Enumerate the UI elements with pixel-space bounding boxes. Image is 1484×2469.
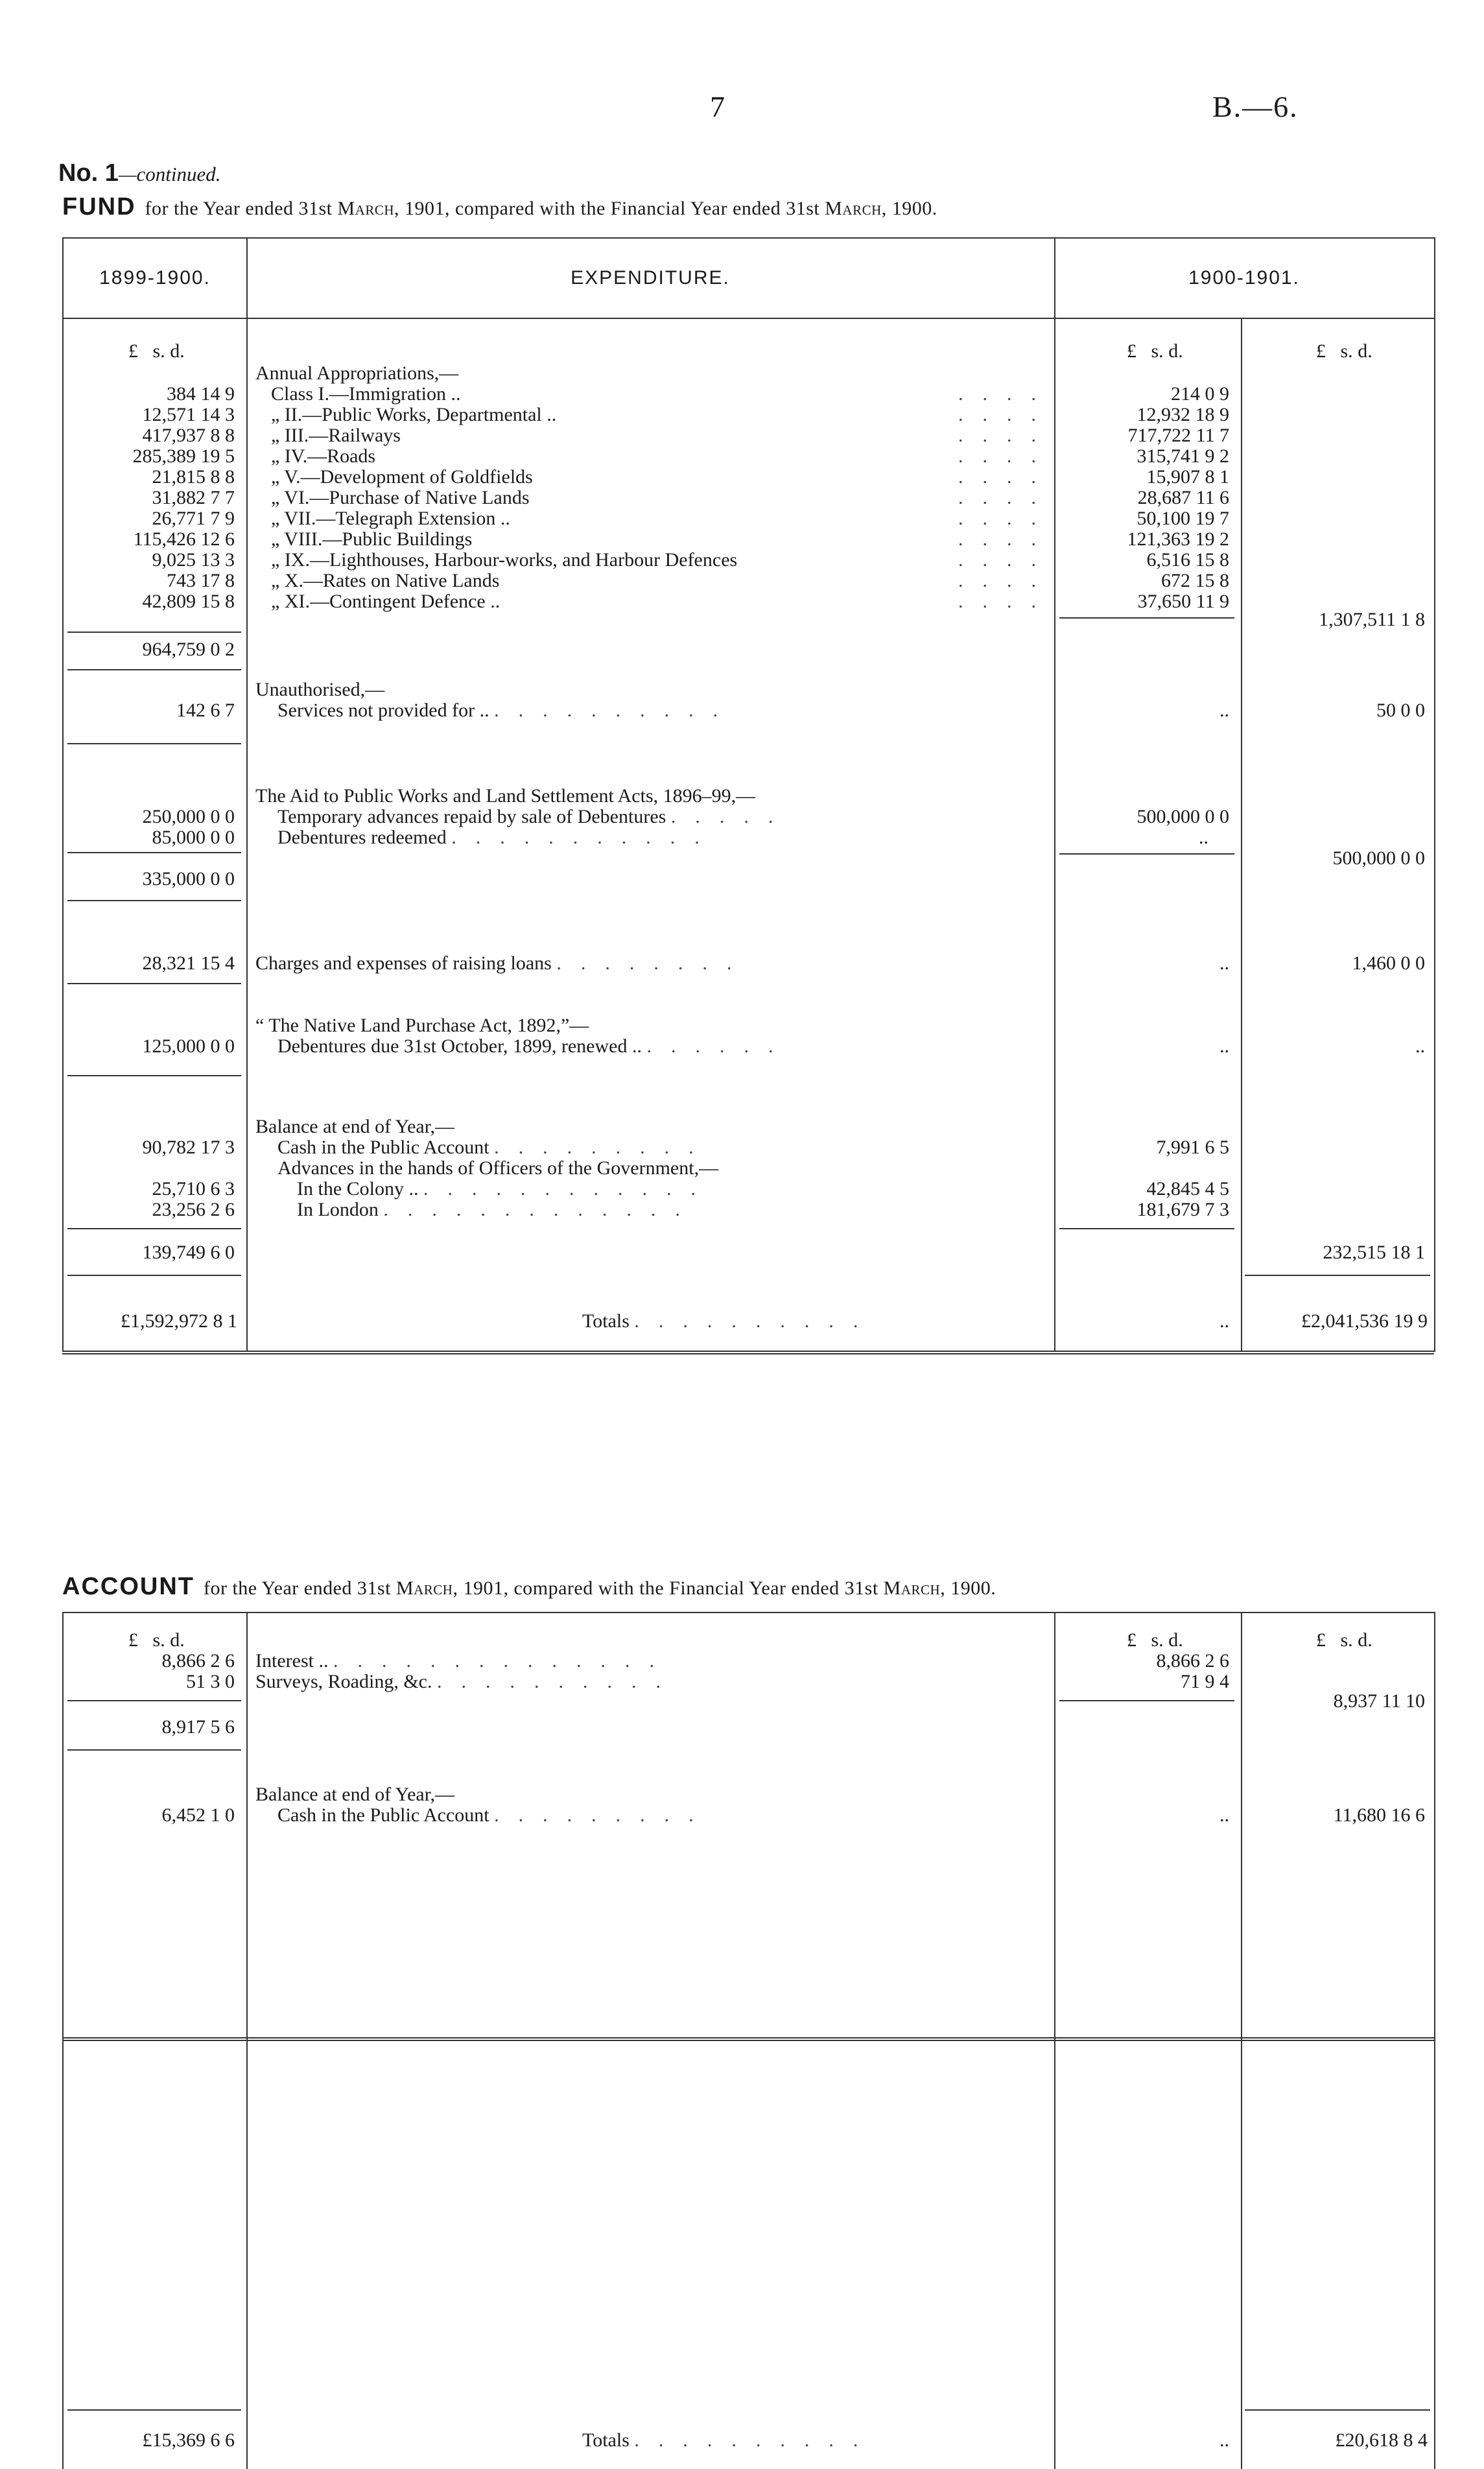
annual-row-label: „ II.—Public Works, Departmental .. [271, 404, 557, 425]
balance-london-prev: 23,256 2 6 [152, 1199, 235, 1220]
subtotal-rule [67, 1700, 241, 1701]
aid-row1-curr: 500,000 0 0 [1137, 806, 1229, 827]
unauth-curr-mid: .. [1219, 700, 1229, 721]
section-rule [67, 1749, 241, 1751]
currency-header-total: £ s. d. [1316, 340, 1372, 362]
annual-row-curr: 37,650 11 9 [1137, 591, 1229, 612]
annual-row-prev: 42,809 15 8 [142, 591, 235, 612]
annual-row-curr: 6,516 15 8 [1146, 549, 1229, 571]
annual-row-label: „ XI.—Contingent Defence .. [271, 591, 501, 612]
column-divider [1241, 318, 1242, 1351]
annual-row-prev: 26,771 7 9 [152, 508, 235, 529]
account-totals-prev: £15,369 6 6 [142, 2429, 235, 2451]
balance-total-curr: 232,515 18 1 [1323, 1242, 1425, 1263]
series-code: B.—6. [1212, 90, 1299, 123]
charges-prev: 28,321 15 4 [142, 952, 235, 974]
leader-dots: .... [958, 466, 1055, 488]
section-rule [67, 1075, 241, 1076]
leader-dots: .... [958, 591, 1055, 612]
currency-header-prev: £ s. d. [128, 1629, 185, 1651]
continuation-heading [58, 159, 220, 187]
aid-total-curr: 500,000 0 0 [1332, 847, 1425, 869]
unauth-heading: Unauthorised,— [255, 679, 385, 700]
section-rule [67, 2409, 241, 2411]
balance-total-prev: 139,749 6 0 [142, 1242, 235, 1263]
account-subtotal-prev: 8,917 5 6 [161, 1716, 235, 1738]
annual-row-curr: 717,722 11 7 [1127, 425, 1229, 446]
leader-dots: .... [958, 383, 1055, 405]
account-totals-mid: .. [1219, 2429, 1229, 2451]
leader-dots: .... [958, 445, 1055, 467]
native-mid: .. [1219, 1035, 1229, 1057]
fund-title-word: FUND [62, 193, 136, 220]
section-rule [1245, 1275, 1430, 1276]
annual-row-prev: 285,389 19 5 [132, 445, 235, 467]
balance-adv-label: Advances in the hands of Officers of the Government,— [277, 1157, 719, 1179]
aid-heading: The Aid to Public Works and Land Settlement Acts, 1896–99,— [255, 785, 756, 807]
interest-curr: 8,866 2 6 [1156, 1650, 1229, 1672]
annual-row-label: Class I.—Immigration .. [271, 383, 461, 405]
annual-total-prev: 964,759 0 2 [142, 639, 235, 660]
unauth-curr: 50 0 0 [1376, 700, 1425, 721]
balance-cash-prev: 90,782 17 3 [142, 1137, 235, 1158]
column-divider [246, 239, 248, 1351]
account-title: ACCOUNT for the Year ended 31st March, 1901, compared with the Financial Year ended 31st March, 1900. [62, 1573, 996, 1600]
charges-mid: .. [1219, 952, 1229, 974]
annual-row-curr: 214 0 9 [1171, 383, 1229, 405]
balance-colony-curr: 42,845 4 5 [1146, 1178, 1229, 1199]
aid-row2-label: Debentures redeemed ........... [277, 827, 719, 848]
native-curr: .. [1415, 1035, 1425, 1057]
annual-heading: Annual Appropriations,— [255, 362, 459, 384]
balance-colony-prev: 25,710 6 3 [152, 1178, 235, 1199]
annual-row-label: „ III.—Railways [271, 425, 401, 446]
annual-row-label: „ IV.—Roads [271, 445, 376, 467]
continued-label: —continued. [118, 163, 221, 185]
page-number: 7 [710, 90, 725, 123]
annual-row-prev: 21,815 8 8 [152, 466, 235, 488]
annual-row-curr: 50,100 19 7 [1137, 508, 1229, 529]
balance-london-curr: 181,679 7 3 [1137, 1199, 1229, 1220]
account-totals-curr: £20,618 8 4 [1335, 2429, 1428, 2451]
annual-row-curr: 672 15 8 [1161, 570, 1229, 591]
annual-row-prev: 9,025 13 3 [152, 549, 235, 571]
native-heading: “ The Native Land Purchase Act, 1892,”— [255, 1015, 589, 1036]
aid-row2-prev: 85,000 0 0 [152, 827, 235, 848]
account-title-word: ACCOUNT [62, 1573, 194, 1600]
currency-header-curr: £ s. d. [1127, 340, 1183, 362]
column-divider [246, 1613, 248, 2469]
aid-total-prev: 335,000 0 0 [142, 868, 235, 890]
fund-totals-mid: .. [1219, 1310, 1229, 1332]
leader-dots: .... [958, 487, 1055, 508]
surveys-label: Surveys, Roading, &c. .......... [255, 1671, 680, 1692]
leader-dots: .... [958, 404, 1055, 425]
annual-row-label: „ VII.—Telegraph Extension .. [271, 508, 510, 529]
aid-row1-prev: 250,000 0 0 [142, 806, 235, 827]
annual-row-label: „ V.—Development of Goldfields [271, 466, 533, 488]
leader-dots: .... [958, 508, 1055, 529]
account-balance-prev: 6,452 1 0 [161, 1804, 235, 1826]
header-rule [64, 318, 1434, 319]
column-divider [1054, 1613, 1055, 2469]
subtotal-rule [1059, 1228, 1234, 1229]
annual-row-prev: 31,882 7 7 [152, 487, 235, 508]
subtotal-rule [67, 900, 241, 901]
balance-colony-label: In the Colony .. ............ [297, 1178, 715, 1199]
annual-row-prev: 417,937 8 8 [142, 425, 235, 446]
annual-row-label: „ IX.—Lighthouses, Harbour-works, and Harbour Defences [271, 549, 738, 571]
leader-dots: .... [958, 549, 1055, 571]
unauth-label: Services not provided for .. .......... [277, 700, 738, 721]
annual-row-prev: 12,571 14 3 [142, 404, 235, 425]
currency-header-total: £ s. d. [1316, 1629, 1372, 1651]
surveys-curr: 71 9 4 [1181, 1671, 1229, 1692]
balance-london-label: In London ............. [297, 1199, 700, 1220]
closing-double-rule [62, 2037, 1434, 2041]
annual-row-label: „ VIII.—Public Buildings [271, 528, 473, 550]
currency-header-curr: £ s. d. [1127, 1629, 1183, 1651]
fund-totals-label: Totals .......... [582, 1310, 878, 1332]
account-balance-curr: 11,680 16 6 [1333, 1804, 1425, 1826]
column-divider [1241, 1613, 1242, 2469]
subtotal-rule [67, 1228, 241, 1229]
charges-curr: 1,460 0 0 [1352, 952, 1425, 974]
annual-total-curr: 1,307,511 1 8 [1319, 609, 1425, 630]
aid-row1-label: Temporary advances repaid by sale of Debentures ..... [277, 806, 793, 827]
fund-title: FUND for the Year ended 31st March, 1901, compared with the Financial Year ended 31st March, 1900. [62, 193, 937, 220]
annual-row-curr: 28,687 11 6 [1137, 487, 1229, 508]
currency-header-prev: £ s. d. [128, 340, 185, 362]
account-balance-heading: Balance at end of Year,— [255, 1784, 455, 1805]
subtotal-rule [1059, 617, 1234, 619]
charges-label: Charges and expenses of raising loans ........ [255, 952, 751, 974]
balance-cash-label: Cash in the Public Account ......... [277, 1137, 713, 1158]
subtotal-rule [1059, 853, 1234, 855]
annual-row-curr: 121,363 19 2 [1127, 528, 1229, 550]
balance-heading: Balance at end of Year,— [255, 1116, 455, 1137]
section-rule [67, 743, 241, 744]
native-prev: 125,000 0 0 [142, 1035, 235, 1057]
annual-row-prev: 384 14 9 [167, 383, 235, 405]
annual-row-curr: 15,907 8 1 [1146, 466, 1229, 488]
subtotal-rule [67, 852, 241, 853]
interest-prev: 8,866 2 6 [161, 1650, 235, 1672]
leader-dots: .... [958, 570, 1055, 591]
column-header-curr: 1900-1901. [1188, 267, 1300, 289]
fund-totals-curr: £2,041,536 19 9 [1301, 1310, 1428, 1332]
account-balance-mid: .. [1219, 1804, 1229, 1826]
annual-row-label: „ VI.—Purchase of Native Lands [271, 487, 530, 508]
aid-row2-curr: .. [1199, 827, 1208, 848]
column-header-prev: 1899-1900. [99, 267, 211, 289]
annual-row-prev: 115,426 12 6 [133, 528, 235, 550]
closing-double-rule [62, 1351, 1434, 1354]
statement-number: No. 1 [58, 159, 119, 187]
unauth-prev: 142 6 7 [176, 700, 235, 721]
subtotal-rule [1059, 1700, 1234, 1701]
fund-expenditure-table [62, 237, 1435, 1352]
surveys-prev: 51 3 0 [186, 1671, 235, 1692]
section-rule [67, 1275, 241, 1276]
subtotal-rule [67, 632, 241, 633]
leader-dots: .... [958, 425, 1055, 446]
column-header-desc: EXPENDITURE. [571, 267, 730, 289]
annual-row-prev: 743 17 8 [167, 570, 235, 591]
native-label: Debentures due 31st October, 1899, renewed .. ...... [277, 1035, 793, 1057]
account-subtotal-curr: 8,937 11 10 [1333, 1690, 1425, 1712]
annual-row-label: „ X.—Rates on Native Lands [271, 570, 500, 591]
subtotal-rule [67, 669, 241, 670]
section-rule [67, 983, 241, 984]
account-totals-label: Totals .......... [582, 2429, 878, 2451]
fund-totals-prev: £1,592,972 8 1 [121, 1310, 237, 1332]
balance-cash-curr: 7,991 6 5 [1156, 1137, 1229, 1158]
annual-row-curr: 12,932 18 9 [1137, 404, 1229, 425]
section-rule [1245, 2409, 1430, 2411]
annual-row-curr: 315,741 9 2 [1137, 445, 1229, 467]
interest-label: Interest .. .............. [255, 1650, 674, 1672]
account-balance-label: Cash in the Public Account ......... [277, 1804, 713, 1826]
leader-dots: .... [958, 528, 1055, 550]
